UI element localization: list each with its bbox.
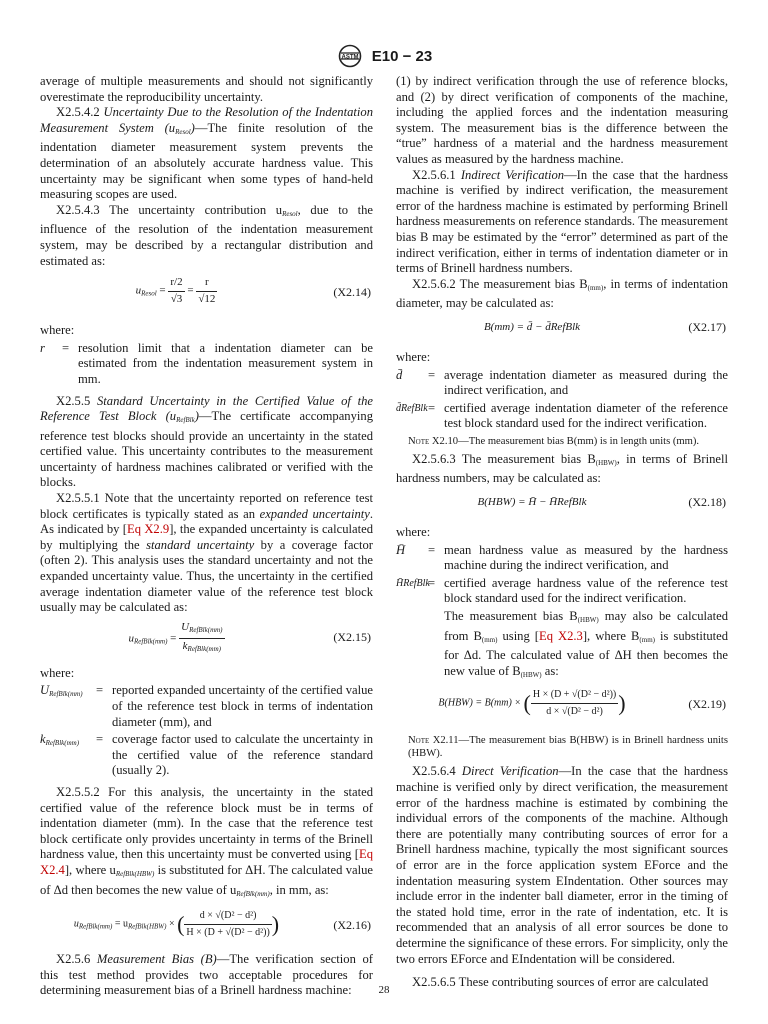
definition-h-bar: H̄ = mean hardness value as measured by the hardness machine during the indirect verification, and bbox=[396, 542, 728, 573]
section-x2-5-4-2: X2.5.4.2 Uncertainty Due to the Resolution of the Indentation Measurement System $(u_{Resol})—The$ finite resolution of the indentation diameter measurement system prevents the determination of an absolutely accurate hardness value. This uncertainty may be significant when some types of hand-held measuring scopes are used. bbox=[40, 105, 373, 202]
equation-link[interactable]: Eq X2.3 bbox=[539, 628, 583, 643]
page-number: 28 bbox=[378, 984, 390, 996]
equation-link[interactable]: Eq X2.4 bbox=[40, 847, 373, 877]
section-x2-5-5: X2.5.5 Standard Uncertainty in the Certified Value of the Reference Test Block $(u_{RefBlk})—The$ certificate accompanying reference test blocks should provide an uncertainty in the stated certified value. This uncertainty contributes to the measurement uncertainty of hardness machines calibrated or verified with the blocks. bbox=[40, 393, 373, 490]
section-x2-5-6-4: X2.5.6.4 Direct Verification—In the case that the hardness machine is verified only by direct verification, the measurement error of the hardness machine is estimated by combining the individual errors of the components of the machine. Although there are potentially many contributing sources of error for a Brinell hardness machine, typically the most significant sources of error are in the force application system EForce and the indentation measuring system EIndentation. Other sources may include error in the indenter ball diameter, error in the timing of the stated hold time, error in the rate of indentation, etc. It is recommended that an analysis of all error sources be done to determine the significance of these errors. For simplicity, only the two errors EForce and EIndentation will be considered. bbox=[396, 764, 728, 966]
definition-r: r = resolution limit that a indentation diameter can be estimated from the indentation measurement system in mm. bbox=[40, 340, 373, 386]
astm-logo-icon bbox=[336, 44, 364, 68]
equation-x2-19: B(HBW) = B(mm) × ( $\frac{\text{H × (D + √(D² − d²))}}{\text{d × √(D² − d²)}}$ ) (X2.19) bbox=[438, 689, 726, 717]
where-label: where: bbox=[40, 665, 75, 680]
right-column bbox=[396, 74, 728, 991]
section-x2-5-6-1: X2.5.6.1 Indirect Verification—In the case that the hardness machine is verified by indirect verification, the measurement error of the hardness machine is estimated by performing Brinell hardness measurements on reference standards. The measurement bias B may be estimated by the “error” determined as part of the indirect verification, either in terms of indentation diameter or in terms of Brinell hardness numbers. bbox=[396, 167, 728, 276]
equation-x2-18: B(HBW) = H̄ − H̄RefBlk (X2.18) bbox=[477, 495, 726, 510]
where-label: where: bbox=[396, 349, 431, 364]
equation-x2-16: $u_{RefBlk(mm)} = u_{RefBlk(HBW)}$ × ( $\frac{\text{d × √(D² − d²)}}{\text{H × (D + √(D² − d²))}}$ ) (X2.16) bbox=[73, 910, 371, 938]
where-label: where: bbox=[40, 323, 75, 338]
equation-number: (X2.15) bbox=[333, 629, 371, 644]
document-id: E10 − 23 bbox=[371, 47, 433, 65]
equation-number: (X2.16) bbox=[333, 918, 371, 933]
paragraph-bias-conversion: The measurement bias $B_{(HBW)}$ may also be calculated from $B_{(mm)}$ using [Eq X2.3], where $B_{(mm)}$ is substituted for Δd. The calculated value of ΔH then becomes the new value of $B_{(HBW)}$ as: bbox=[444, 609, 729, 679]
section-x2-5-4-3: X2.5.4.3 The uncertainty contribution $u_{Resol}$, due to the influence of the resolution of the indentation measurement system, may be described by a rectangular distribution and estimated as: bbox=[40, 202, 373, 268]
definition-u-refblk: $U_{RefBlk(mm)}$ = reported expanded uncertainty of the certified value of the reference test block in terms of indentation diameter (mm), and bbox=[40, 683, 373, 729]
equation-link[interactable]: Eq X2.9 bbox=[127, 522, 170, 537]
note-x2-10: Note X2.10—The measurement bias B(mm) is in length units (mm). bbox=[408, 435, 700, 447]
equation-x2-14: $u_{Resol}$ = $\frac{r/2}{√3}$ = $\frac{r}{√12}$ (X2.14) bbox=[135, 276, 371, 305]
section-x2-5-6: X2.5.6 Measurement Bias (B)—The verification section of this test method provides two acceptable procedures for determining measurement bias of a Brinell hardness machine: bbox=[40, 952, 373, 998]
page-header bbox=[0, 44, 768, 70]
where-label: where: bbox=[396, 525, 431, 540]
equation-number: (X2.19) bbox=[688, 697, 726, 712]
paragraph: average of multiple measurements and should not significantly overestimate the reproducibility uncertainty. bbox=[40, 74, 373, 104]
section-x2-5-6-2: X2.5.6.2 The measurement bias $B_{(mm)}$, in terms of indentation diameter, may be calculated as: bbox=[396, 276, 729, 311]
definition-h-refblk: H̄RefBlk = certified average hardness value of the reference test block standard used for the indirect verification. bbox=[396, 575, 728, 606]
section-x2-5-5-2: X2.5.5.2 For this analysis, the uncertainty in the stated certified value of the reference block must be in terms of indentation diameter (mm). In the case that the reference test block certificate only provides uncertainty in terms of the Brinell hardness value, then this uncertainty must be converted using [Eq X2.4], where $u_{RefBlk(HBW)}$ is substituted for ΔH. The calculated value of Δd then becomes the new value of $u_{RefBlk(mm)}$, in mm, as: bbox=[40, 784, 373, 898]
section-x2-5-6-5: X2.5.6.5 These contributing sources of error are calculated bbox=[412, 975, 709, 990]
equation-x2-15: $u_{RefBlk(mm)}$ = $\frac{U_{RefBlk(mm)}}{k_{RefBlk(mm)}}$ (X2.15) bbox=[128, 620, 371, 654]
section-x2-5-5-1: X2.5.5.1 Note that the uncertainty reported on reference test block certificates is typically stated as an expanded uncertainty. As indicated by [Eq X2.9], the expanded uncertainty is calculated by multiplying the standard uncertainty by a coverage factor (often 2). This analysis uses the standard uncertainty and not the expanded uncertainty value. Thus, the uncertainty in the certified average indentation diameter value of the reference test block usually may be calculated as: bbox=[40, 491, 374, 615]
definition-k-refblk: $k_{RefBlk(mm)}$ = coverage factor used to calculate the uncertainty in the certified value of the reference standard (usually 2). bbox=[40, 732, 373, 778]
section-x2-5-6-3: X2.5.6.3 The measurement bias $B_{(HBW)}$, in terms of Brinell hardness numbers, may be calculated as: bbox=[396, 451, 728, 486]
definition-d-refblk: d̄RefBlk = certified average indentation diameter of the reference test block standard used for the indirect verification. bbox=[396, 400, 728, 431]
equation-number: (X2.14) bbox=[333, 285, 371, 300]
equation-number: (X2.18) bbox=[688, 495, 726, 510]
note-x2-11: Note X2.11—The measurement bias B(HBW) is in Brinell hardness units (HBW). bbox=[408, 735, 729, 760]
equation-x2-17: B(mm) = d̄ − d̄RefBlk (X2.17) bbox=[483, 319, 726, 334]
definition-d-bar: d̄ = average indentation diameter as measured during the indirect verification, and bbox=[396, 367, 728, 398]
svg-text:ASTM: ASTM bbox=[341, 54, 359, 61]
equation-number: (X2.17) bbox=[688, 319, 726, 334]
paragraph: (1) by indirect verification through the use of reference blocks, and (2) by direct verification of components of the machine, including the applied forces and the indentation measuring system. The measurement bias is the difference between the “true” hardness of a material and the hardness measurement values as measured by the hardness machine. bbox=[396, 74, 728, 166]
left-column bbox=[40, 74, 373, 999]
